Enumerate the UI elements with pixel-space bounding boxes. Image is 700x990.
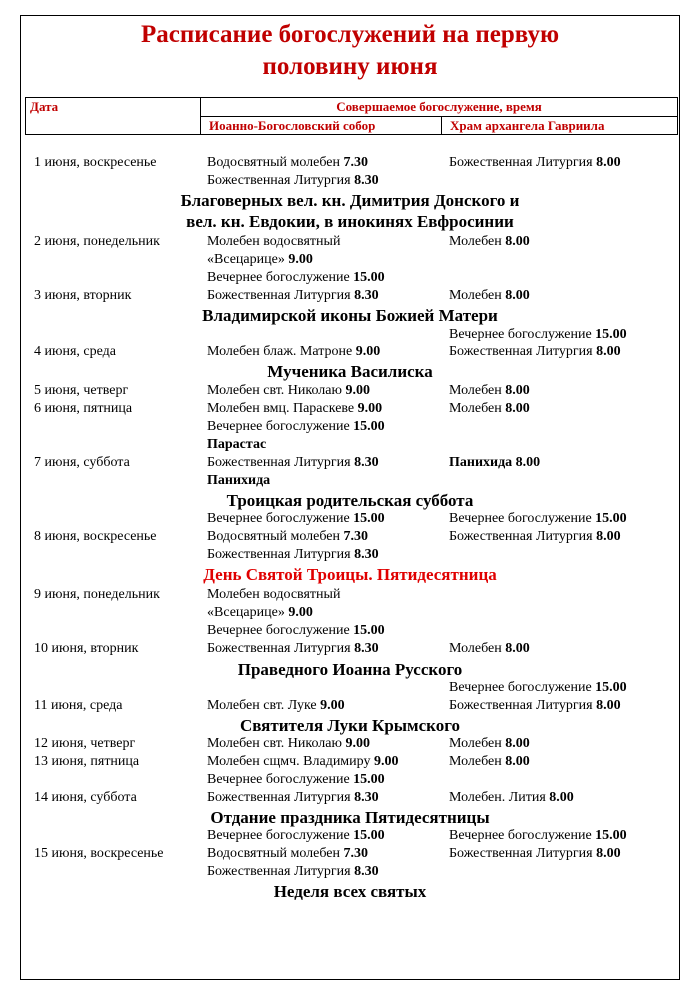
service-time: 8.00	[596, 698, 621, 713]
feast-line: Владимирской иконы Божией Матери	[202, 306, 498, 325]
header-church2-label: Храм архангела Гавриила	[450, 118, 605, 133]
feast-title	[21, 362, 679, 382]
service-entry	[207, 828, 385, 843]
header-church1-cell	[200, 116, 442, 135]
service-entry	[449, 155, 621, 170]
service-name: Вечернее богослужение	[207, 270, 350, 285]
service-time: 9.00	[288, 605, 313, 620]
row-date: 2 июня, понедельник	[34, 234, 160, 249]
title-line-2: половину июня	[262, 53, 438, 80]
service-name: Божественная Литургия	[207, 173, 351, 188]
service-entry	[449, 790, 574, 805]
service-name: Водосвятный молебен	[207, 155, 341, 170]
service-time: 7.30	[343, 529, 369, 544]
cathedral-service	[207, 400, 382, 418]
service-time: 8.30	[354, 455, 379, 470]
service-name: Божественная Литургия	[449, 155, 593, 170]
service-name: Водосвятный молебен	[207, 529, 341, 544]
service-name: Молебен водосвятный	[207, 587, 341, 602]
service-name-bold: Парастас	[207, 437, 267, 452]
page-title	[21, 19, 679, 83]
service-entry	[207, 864, 379, 879]
gabriel-church-service	[449, 326, 627, 344]
cathedral-service	[207, 789, 379, 807]
service-time: 15.00	[595, 511, 627, 526]
service-entry	[207, 736, 370, 751]
service-entry	[449, 698, 621, 713]
gabriel-church-service	[449, 400, 530, 418]
service-time: 9.00	[288, 252, 313, 267]
feast-title	[21, 191, 679, 232]
service-entry	[449, 736, 530, 751]
gabriel-church-service	[449, 679, 627, 697]
feast-title	[21, 716, 679, 736]
feast-line: Святителя Луки Крымского	[239, 716, 461, 735]
service-time: 15.00	[353, 828, 385, 843]
service-name: Молебен вмц. Параскеве	[207, 401, 355, 416]
gabriel-church-service	[449, 640, 530, 658]
service-time: 8.30	[354, 547, 379, 562]
service-entry	[449, 327, 627, 342]
service-time: 8.00	[596, 529, 621, 544]
cathedral-service	[207, 827, 385, 845]
row-date: 12 июня, четверг	[34, 736, 136, 751]
service-name: Молебен	[449, 401, 502, 416]
gabriel-church-service	[449, 343, 621, 361]
cathedral-service	[207, 586, 340, 604]
service-name: Божественная Литургия	[207, 790, 351, 805]
feast-title	[21, 491, 679, 511]
service-name: Божественная Литургия	[207, 547, 351, 562]
service-name: Вечернее богослужение	[207, 828, 350, 843]
service-time: 7.30	[343, 846, 369, 861]
service-entry	[449, 754, 530, 769]
cathedral-service	[207, 735, 370, 753]
service-name: Молебен	[449, 288, 502, 303]
gabriel-church-service	[449, 287, 530, 305]
service-name: Божественная Литургия	[207, 455, 351, 470]
cathedral-service	[207, 771, 385, 789]
service-time: 9.00	[345, 383, 370, 398]
row-date: 4 июня, среда	[34, 344, 116, 359]
service-time: 8.00	[505, 234, 530, 249]
cathedral-service	[207, 382, 370, 400]
cathedral-service	[207, 233, 340, 251]
gabriel-church-service	[449, 454, 540, 472]
gabriel-church-service	[449, 382, 530, 400]
row-date: 15 июня, воскресенье	[34, 846, 164, 861]
service-name: Божественная Литургия	[449, 344, 593, 359]
cathedral-service	[207, 172, 379, 190]
service-entry	[449, 511, 627, 526]
title-line-1: Расписание богослужений на первую	[140, 21, 560, 48]
service-time: 8.30	[354, 641, 379, 656]
feast-line: Мученика Василиска	[267, 362, 433, 381]
service-time: 15.00	[353, 419, 385, 434]
service-entry	[449, 234, 530, 249]
service-name: Вечернее богослужение	[207, 772, 350, 787]
row-date: 1 июня, воскресенье	[34, 155, 157, 170]
service-entry	[207, 529, 368, 544]
service-time: 15.00	[595, 828, 627, 843]
gabriel-church-service	[449, 528, 621, 546]
service-entry	[207, 698, 345, 713]
gabriel-church-service	[449, 845, 621, 863]
feast-line: День Святой Троицы. Пятидесятница	[203, 565, 497, 584]
service-entry	[207, 155, 368, 170]
service-name: Молебен	[449, 641, 502, 656]
service-name: Божественная Литургия	[207, 288, 351, 303]
service-entry	[449, 344, 621, 359]
service-entry	[207, 790, 379, 805]
gabriel-church-service	[449, 827, 627, 845]
row-date: 13 июня, пятница	[34, 754, 140, 769]
service-entry	[207, 623, 385, 638]
feast-line: Благоверных вел. кн. Димитрия Донского и	[180, 191, 520, 210]
cathedral-service	[207, 251, 313, 269]
header-church1-label: Иоанно-Богословский собор	[209, 118, 376, 133]
cathedral-service	[207, 622, 385, 640]
service-name: Водосвятный молебен	[207, 846, 341, 861]
cathedral-service	[207, 454, 379, 472]
service-name: Вечернее богослужение	[449, 327, 592, 342]
service-name: Молебен свт. Николаю	[207, 736, 342, 751]
service-name: Вечернее богослужение	[207, 511, 350, 526]
service-time: 8.30	[354, 864, 379, 879]
service-entry	[207, 511, 385, 526]
gabriel-church-service	[449, 697, 621, 715]
feast-line: Троицкая родительская суббота	[226, 491, 474, 510]
feast-line: вел. кн. Евдокии, в инокинях Евфросинии	[186, 212, 514, 231]
feast-title	[21, 808, 679, 828]
service-name-bold: Панихида	[207, 473, 271, 488]
service-entry	[207, 605, 313, 620]
service-entry	[207, 587, 340, 602]
cathedral-service	[207, 546, 379, 564]
service-entry	[207, 344, 380, 359]
service-time: 15.00	[595, 327, 627, 342]
service-time: 9.00	[373, 754, 399, 769]
service-entry	[207, 846, 368, 861]
service-time: 8.00	[505, 736, 530, 751]
row-date: 8 июня, воскресенье	[34, 529, 157, 544]
service-name: Молебен	[449, 754, 502, 769]
header-date-cell	[25, 97, 201, 135]
service-name: «Всецарице»	[207, 605, 285, 620]
feast-title	[21, 565, 679, 585]
gabriel-church-service	[449, 753, 530, 771]
gabriel-church-service	[449, 233, 530, 251]
service-time: 8.00	[596, 155, 621, 170]
service-name: Молебен водосвятный	[207, 234, 341, 249]
row-date: 7 июня, суббота	[34, 455, 130, 470]
service-name: Божественная Литургия	[449, 698, 593, 713]
service-entry	[449, 383, 530, 398]
header-service-cell	[200, 97, 678, 117]
cathedral-service	[207, 287, 379, 305]
feast-title	[21, 660, 679, 680]
service-name: Молебен	[449, 383, 502, 398]
cathedral-service	[207, 343, 380, 361]
service-entry	[207, 252, 313, 267]
service-name: Молебен свт. Николаю	[207, 383, 342, 398]
feast-title	[21, 306, 679, 326]
feast-line: Неделя всех святых	[273, 882, 427, 901]
cathedral-service	[207, 845, 368, 863]
service-entry	[207, 288, 379, 303]
service-entry	[207, 754, 398, 769]
service-name: Молебен	[449, 234, 502, 249]
gabriel-church-service	[449, 154, 621, 172]
service-name: Вечернее богослужение	[207, 419, 350, 434]
service-entry	[449, 846, 621, 861]
cathedral-service	[207, 418, 385, 436]
service-entry	[449, 828, 627, 843]
service-entry	[207, 547, 379, 562]
header-service-label: Совершаемое богослужение, время	[336, 99, 542, 114]
cathedral-service	[207, 510, 385, 528]
gabriel-church-service	[449, 735, 530, 753]
service-entry	[449, 641, 530, 656]
gabriel-church-service	[449, 789, 574, 807]
service-name: Божественная Литургия	[449, 529, 593, 544]
service-time: 15.00	[353, 623, 385, 638]
service-name: Божественная Литургия	[449, 846, 593, 861]
cathedral-service	[207, 640, 379, 658]
service-time: 8.00	[596, 846, 621, 861]
service-time: 8.30	[354, 288, 379, 303]
service-entry	[207, 419, 385, 434]
feast-line: Праведного Иоанна Русского	[237, 660, 463, 679]
service-entry	[207, 772, 385, 787]
service-name: Молебен сщмч. Владимиру	[207, 754, 371, 769]
header-church2-cell	[441, 116, 678, 135]
service-name: Вечернее богослужение	[449, 828, 592, 843]
service-time: 8.30	[354, 790, 379, 805]
cathedral-service	[207, 154, 368, 172]
row-date: 10 июня, вторник	[34, 641, 139, 656]
service-time: 7.30	[343, 155, 369, 170]
service-name: «Всецарице»	[207, 252, 285, 267]
service-time: 15.00	[595, 680, 627, 695]
service-name: Божественная Литургия	[207, 864, 351, 879]
service-entry	[207, 455, 379, 470]
service-entry	[207, 270, 385, 285]
service-time: 8.00	[505, 383, 530, 398]
cathedral-service	[207, 697, 345, 715]
row-date: 9 июня, понедельник	[34, 587, 160, 602]
cathedral-service	[207, 604, 313, 622]
schedule-page	[20, 15, 680, 980]
service-entry	[449, 288, 530, 303]
service-time: 8.00	[505, 641, 530, 656]
gabriel-church-service	[449, 510, 627, 528]
service-name: Вечернее богослужение	[449, 511, 592, 526]
service-time: 8.00	[505, 288, 530, 303]
cathedral-service	[207, 528, 368, 546]
service-time: 9.00	[345, 736, 370, 751]
row-date: 3 июня, вторник	[34, 288, 132, 303]
header-date-label: Дата	[30, 99, 59, 114]
service-entry	[207, 401, 382, 416]
service-entry	[207, 173, 379, 188]
cathedral-service	[207, 753, 398, 771]
service-time: 8.00	[549, 790, 574, 805]
service-time: 8.00	[505, 401, 530, 416]
service-time: 9.00	[320, 698, 345, 713]
service-time: 9.00	[357, 401, 383, 416]
feast-title	[21, 882, 679, 902]
service-name: Вечернее богослужение	[449, 680, 592, 695]
service-entry	[207, 383, 370, 398]
service-time: 8.00	[596, 344, 621, 359]
service-name: Молебен	[449, 736, 502, 751]
cathedral-service	[207, 269, 385, 287]
service-time: 15.00	[353, 511, 385, 526]
service-entry	[449, 680, 627, 695]
service-entry	[449, 529, 621, 544]
service-name: Молебен свт. Луке	[207, 698, 317, 713]
service-name: Вечернее богослужение	[207, 623, 350, 638]
cathedral-service	[207, 472, 270, 490]
service-name: Молебен блаж. Матроне	[207, 344, 353, 359]
service-name: Божественная Литургия	[207, 641, 351, 656]
service-entry	[449, 401, 530, 416]
service-time: 9.00	[355, 344, 381, 359]
service-time: 15.00	[353, 270, 385, 285]
service-time: 8.30	[354, 173, 379, 188]
feast-line: Отдание праздника Пятидесятницы	[210, 808, 490, 827]
service-time: 15.00	[353, 772, 385, 787]
row-date: 5 июня, четверг	[34, 383, 129, 398]
service-entry	[207, 234, 340, 249]
service-entry	[207, 641, 379, 656]
cathedral-service	[207, 436, 266, 454]
cathedral-service	[207, 863, 379, 881]
row-date: 11 июня, среда	[34, 698, 123, 713]
service-time: 8.00	[505, 754, 530, 769]
service-name-bold: Панихида 8.00	[449, 455, 541, 470]
row-date: 14 июня, суббота	[34, 790, 137, 805]
service-name: Молебен. Лития	[449, 790, 546, 805]
row-date: 6 июня, пятница	[34, 401, 133, 416]
